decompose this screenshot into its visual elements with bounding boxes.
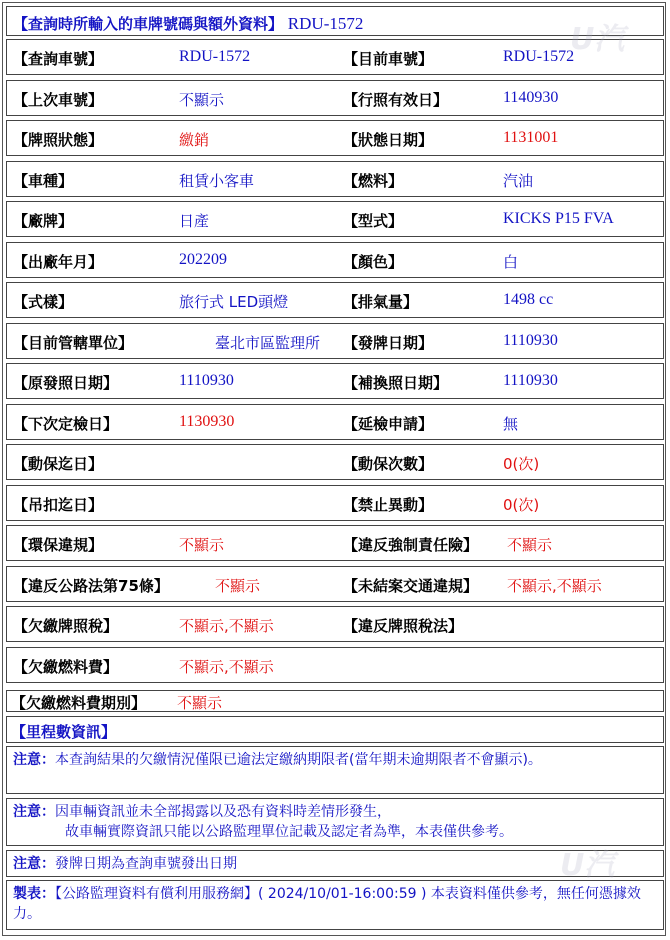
field-label: 【顏色】	[343, 252, 404, 271]
info-row	[6, 485, 664, 521]
note-1	[6, 746, 664, 794]
field-value: 0(次)	[503, 495, 540, 514]
field-value: 1110930	[503, 331, 558, 349]
field-label: 【出廠年月】	[13, 252, 104, 271]
field-value: 不顯示	[179, 90, 225, 109]
info-row	[6, 566, 664, 602]
field-value: 臺北市區監理所	[215, 333, 321, 352]
mileage-section	[6, 716, 664, 743]
field-value: 繳銷	[179, 131, 210, 149]
watermark-logo: U汽	[570, 22, 625, 57]
info-row	[6, 404, 664, 440]
field-label: 【延檢申請】	[343, 414, 434, 433]
note-2	[6, 798, 664, 846]
field-label: 【式樣】	[13, 293, 74, 311]
field-label: 【動保迄日】	[13, 455, 104, 473]
info-row	[6, 242, 664, 278]
field-label: 【下次定檢日】	[13, 414, 119, 433]
note-1-key: 注意：	[13, 752, 55, 768]
info-row	[6, 525, 664, 561]
field-value: RDU-1572	[179, 48, 251, 65]
field-value: 日產	[179, 212, 210, 230]
field-label: 【上次車號】	[13, 90, 104, 109]
field-label: 【環保違規】	[13, 536, 104, 554]
field-value: 旅行式 LED頭燈	[179, 293, 289, 311]
info-row	[6, 323, 664, 359]
info-row	[6, 161, 664, 197]
report-header	[6, 6, 664, 36]
header-plate: RDU-1572	[287, 14, 364, 33]
field-value: 不顯示	[215, 576, 261, 595]
note-3-key: 注意：	[13, 856, 55, 872]
field-label: 【牌照狀態】	[13, 131, 104, 149]
field-label: 【車種】	[13, 171, 74, 190]
field-label: 【型式】	[343, 212, 404, 230]
note-2-key: 注意：	[13, 804, 55, 820]
field-label: 【欠繳燃料費】	[13, 657, 119, 676]
field-value: 汽油	[503, 171, 534, 190]
field-label: 【排氣量】	[343, 293, 419, 311]
field-label: 【原發照日期】	[13, 374, 119, 392]
field-value: 租賃小客車	[179, 171, 255, 190]
field-value: 不顯示	[179, 536, 225, 554]
field-label: 【違反牌照稅法】	[343, 617, 464, 635]
footer-text: 【公路監理資料有償利用服務網】( 2024/10/01-16:00:59 ) 本表資料僅供參考，無任何憑據效力。	[13, 886, 641, 922]
info-row	[6, 647, 664, 683]
footer	[6, 880, 664, 930]
field-label: 【吊扣迄日】	[13, 495, 104, 514]
field-label: 【動保次數】	[343, 455, 434, 473]
field-label: 【行照有效日】	[343, 90, 449, 109]
fuel-period-value: 不顯示	[177, 694, 223, 712]
field-value: 202209	[179, 250, 227, 268]
info-row	[6, 201, 664, 237]
field-value: 1140930	[503, 88, 559, 106]
info-row	[6, 282, 664, 318]
field-value: 1131001	[503, 129, 559, 146]
field-value: 0(次)	[503, 455, 540, 473]
field-label: 【補換照日期】	[343, 374, 449, 392]
header-title: 【查詢時所輸入的車牌號碼與額外資料】 RDU-1572	[13, 14, 364, 33]
info-row	[6, 120, 664, 156]
field-label: 【禁止異動】	[343, 495, 434, 514]
note-3-text: 發牌日期為查詢車號發出日期	[55, 856, 237, 872]
field-value: 1110930	[179, 372, 234, 389]
info-row	[6, 80, 664, 116]
field-value: 不顯示	[507, 536, 553, 554]
field-label: 【違反強制責任險】	[343, 536, 479, 554]
field-value: RDU-1572	[503, 48, 575, 65]
field-label: 【違反公路法第75條】	[13, 576, 169, 595]
field-value: 不顯示,不顯示	[179, 617, 274, 635]
field-value: 無	[503, 414, 519, 433]
watermark-logo-bottom: U汽	[560, 848, 615, 883]
note-1-text: 本查詢結果的欠繳情況僅限已逾法定繳納期限者(當年期未逾期限者不會顯示)。	[55, 752, 542, 768]
info-row	[6, 606, 664, 642]
field-label: 【未結案交通違規】	[343, 576, 479, 595]
field-label: 【欠繳牌照稅】	[13, 617, 119, 635]
field-value: 1498 cc	[503, 291, 554, 308]
field-label: 【廠牌】	[13, 212, 74, 230]
field-value: 1130930	[179, 412, 235, 430]
note-2-text2: 故車輛實際資訊只能以公路監理單位記載及認定者為準，本表僅供參考。	[65, 824, 513, 840]
fuel-period-label: 【欠繳燃料費期別】	[11, 694, 147, 712]
info-row	[6, 39, 664, 75]
mileage-title: 【里程數資訊】	[11, 723, 117, 741]
field-label: 【查詢車號】	[13, 50, 104, 68]
fuel-period-row	[6, 690, 664, 712]
field-label: 【發牌日期】	[343, 333, 434, 352]
field-label: 【燃料】	[343, 171, 404, 190]
info-row	[6, 363, 664, 399]
field-label: 【目前管轄單位】	[13, 333, 134, 352]
field-value: KICKS P15 FVA	[503, 210, 614, 227]
field-value: 不顯示,不顯示	[179, 657, 274, 676]
field-value: 白	[503, 252, 519, 271]
field-value: 1110930	[503, 372, 558, 389]
field-label: 【目前車號】	[343, 50, 434, 68]
field-value: 不顯示,不顯示	[507, 576, 602, 595]
note-2-text: 因車輛資訊並未全部揭露以及恐有資料時差情形發生，	[55, 804, 391, 820]
info-row	[6, 444, 664, 480]
field-label: 【狀態日期】	[343, 131, 434, 149]
footer-key: 製表：	[13, 886, 55, 902]
